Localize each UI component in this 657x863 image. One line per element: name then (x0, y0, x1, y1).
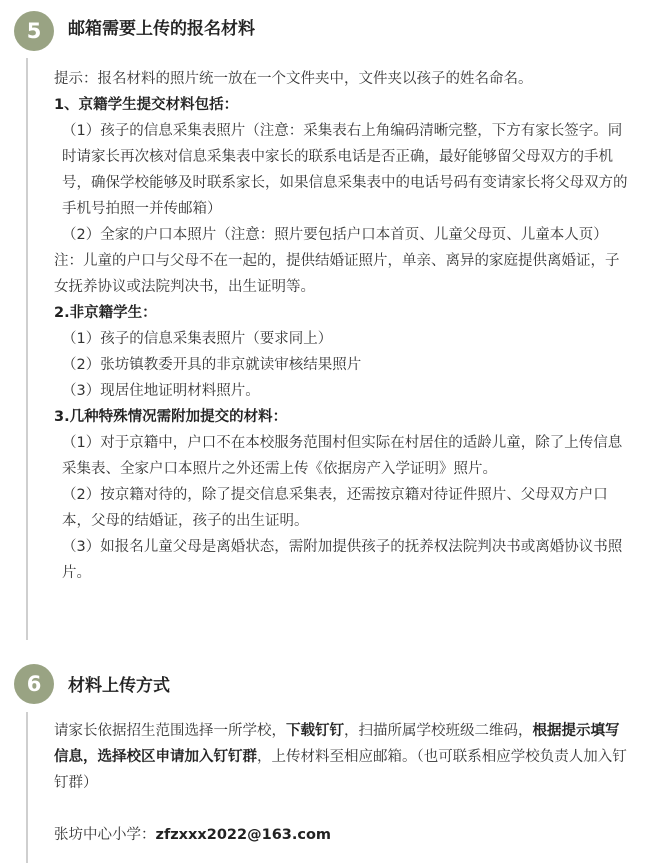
email-label: 张坊中心小学： (54, 827, 156, 843)
instruction-emphasis: 下载钉钉 (286, 723, 344, 739)
list-item: （1）孩子的信息采集表照片（注意：采集表右上角编码清晰完整，下方有家长签字。同时请家长再次核对信息采集表中家长的联系电话是否正确，最好能够留父母双方的手机号，确保学校能够及时联系家长，如果信息采集表中的电话号码有变请家长将父母双方的手机号拍照一并传邮箱） (62, 123, 628, 217)
list-item: （2）全家的户口本照片（注意：照片要包括户口本首页、儿童父母页、儿童本人页） (62, 227, 608, 243)
tip-text: 提示：报名材料的照片统一放在一个文件夹中，文件夹以孩子的姓名命名。 (54, 71, 533, 87)
instruction-text: 请家长依据招生范围选择一所学校， (54, 723, 286, 739)
subheading: 1、京籍学生提交材料包括： (54, 97, 239, 113)
list-item: （3）如报名儿童父母是离婚状态，需附加提供孩子的抚养权法院判决书或离婚协议书照片。 (62, 539, 623, 581)
section-number: 6 (26, 672, 42, 696)
section-body (54, 66, 632, 586)
instruction-text: ，上传材料至相应邮箱。（也可联系相应学校负责人加入钉钉群） (54, 749, 627, 791)
subheading: 3.几种特殊情况需附加提交的材料： (54, 409, 288, 425)
section-number-badge (14, 11, 54, 51)
section-title: 邮箱需要上传的报名材料 (68, 19, 255, 39)
section-body (54, 718, 632, 848)
email-address[interactable]: zfzxxx2022@163.com (155, 827, 332, 843)
note-text: 注：儿童的户口与父母不在一起的，提供结婚证照片，单亲、离异的家庭提供离婚证，子女抚养协议或法院判决书，出生证明等。 (54, 253, 620, 295)
subheading: 2.非京籍学生： (54, 305, 157, 321)
upload-instructions (54, 718, 632, 796)
list-item: （3）现居住地证明材料照片。 (62, 383, 260, 399)
list-item: （2）张坊镇教委开具的非京就读审核结果照片 (62, 357, 362, 373)
instruction-text: ，扫描所属学校班级二维码， (344, 723, 533, 739)
section-divider-line (26, 58, 28, 640)
instruction-emphasis: 根据提示填写信息，选择校区申请加入钉钉群 (54, 723, 620, 765)
list-item: （1）孩子的信息采集表照片（要求同上） (62, 331, 333, 347)
email-line (54, 822, 632, 848)
section-number: 5 (26, 19, 42, 43)
section-title: 材料上传方式 (68, 676, 170, 696)
section-divider-line (26, 712, 28, 863)
list-item: （1）对于京籍中，户口不在本校服务范围村但实际在村居住的适龄儿童，除了上传信息采集表、全家户口本照片之外还需上传《依据房产入学证明》照片。 (62, 435, 623, 477)
list-item: （2）按京籍对待的，除了提交信息采集表，还需按京籍对待证件照片、父母双方户口本，父母的结婚证，孩子的出生证明。 (62, 487, 608, 529)
section-number-badge (14, 664, 54, 704)
